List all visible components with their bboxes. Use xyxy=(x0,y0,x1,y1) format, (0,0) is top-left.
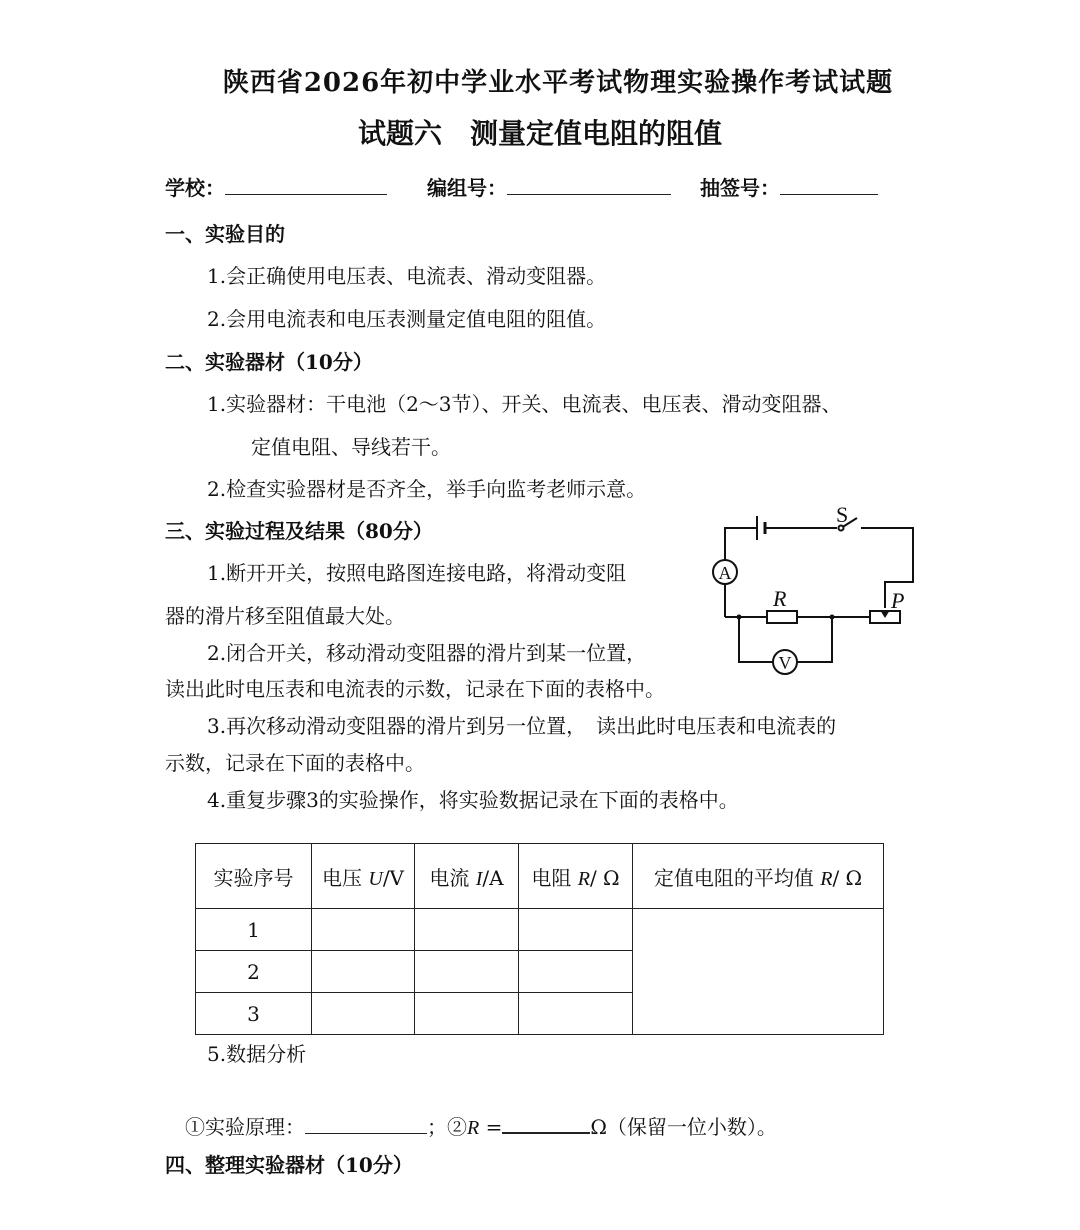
row-number: 3 xyxy=(196,993,312,1035)
voltmeter-label: V xyxy=(778,653,792,673)
resistance-cell[interactable] xyxy=(519,993,633,1035)
header-average-unit: / Ω xyxy=(832,865,863,890)
current-cell[interactable] xyxy=(415,951,519,993)
school-input-line[interactable] xyxy=(225,174,387,195)
header-current-text: 电流 xyxy=(429,865,476,890)
section-2-item-1-line-2: 定值电阻、导线若干。 xyxy=(251,435,451,459)
average-resistance-cell[interactable] xyxy=(633,909,884,1035)
header-voltage xyxy=(312,844,415,909)
section-2-item-1-line-1: 1.实验器材：干电池（2～3节）、开关、电流表、电压表、滑动变阻器、 xyxy=(207,392,842,416)
section-1-heading: 一、实验目的 xyxy=(165,222,285,246)
section-2-item-2: 2.检查实验器材是否齐全，举手向监考老师示意。 xyxy=(207,477,647,501)
r-unit-note: Ω（保留一位小数）。 xyxy=(590,1115,777,1139)
resistor-r xyxy=(767,611,797,623)
section-1-item-2: 2.会用电流表和电压表测量定值电阻的阻值。 xyxy=(207,307,607,331)
group-field xyxy=(427,172,671,201)
wire-top-right xyxy=(861,528,913,608)
wire-voltmeter-right xyxy=(797,617,832,662)
r-equals: = xyxy=(479,1115,503,1139)
section-1-item-1: 1.会正确使用电压表、电流表、滑动变阻器。 xyxy=(207,264,607,288)
step-4: 4.重复步骤3的实验操作，将实验数据记录在下面的表格中。 xyxy=(207,788,739,812)
step-2-line-2: 读出此时电压表和电流表的示数，记录在下面的表格中。 xyxy=(165,677,665,701)
wire-top-left xyxy=(725,528,757,560)
section-3-heading: 三、实验过程及结果（80分） xyxy=(165,519,433,543)
circuit-diagram xyxy=(705,500,925,685)
header-resistance-text: 电阻 xyxy=(531,865,578,890)
r-symbol: R xyxy=(467,1117,480,1139)
section-4-heading: 四、整理实验器材（10分） xyxy=(165,1153,413,1177)
ammeter-label: A xyxy=(718,563,732,583)
school-field xyxy=(165,172,387,201)
school-label: 学校： xyxy=(165,176,225,200)
slider-arrow xyxy=(880,610,890,618)
header-voltage-text: 电压 xyxy=(322,865,369,890)
step-1-line-2: 器的滑片移至阻值最大处。 xyxy=(165,604,405,628)
draw-label: 抽签号： xyxy=(700,176,780,200)
group-label: 编组号： xyxy=(427,176,507,200)
header-current-unit: /A xyxy=(482,865,504,890)
principle-input-line[interactable] xyxy=(305,1113,427,1134)
section-2-heading: 二、实验器材（10分） xyxy=(165,350,373,374)
node-left xyxy=(737,615,742,620)
header-trial-number: 实验序号 xyxy=(196,844,312,909)
principle-label: ①实验原理： xyxy=(185,1115,305,1139)
group-input-line[interactable] xyxy=(507,174,671,195)
step-5: 5.数据分析 xyxy=(207,1042,307,1066)
analysis-separator: ；② xyxy=(427,1115,467,1139)
resistor-label: R xyxy=(773,586,787,611)
analysis-line xyxy=(185,1111,777,1140)
step-1-line-1: 1.断开开关，按照电路图连接电路，将滑动变阻 xyxy=(207,561,627,585)
draw-input-line[interactable] xyxy=(780,174,878,195)
voltage-cell[interactable] xyxy=(312,951,415,993)
header-average-text: 定值电阻的平均值 xyxy=(653,865,821,890)
header-average-symbol: R xyxy=(820,867,833,890)
header-current-symbol: I xyxy=(475,867,483,890)
header-voltage-symbol: U xyxy=(368,867,383,890)
row-number: 2 xyxy=(196,951,312,993)
step-2-line-1: 2.闭合开关，移动滑动变阻器的滑片到某一位置， xyxy=(207,641,647,665)
header-resistance-unit: / Ω xyxy=(589,865,620,890)
draw-field xyxy=(700,172,878,201)
slider-label: P xyxy=(891,588,905,613)
header-resistance-symbol: R xyxy=(577,867,590,890)
switch-label: S xyxy=(836,502,849,527)
page-title: 陕西省2026年初中学业水平考试物理实验操作考试试题 xyxy=(222,68,894,98)
header-voltage-unit: /V xyxy=(382,865,404,890)
node-right xyxy=(830,615,835,620)
row-number: 1 xyxy=(196,909,312,951)
r-value-input-line[interactable] xyxy=(502,1112,590,1134)
resistance-cell[interactable] xyxy=(519,909,633,951)
header-average-resistance xyxy=(633,844,884,909)
header-resistance xyxy=(519,844,633,909)
table-row xyxy=(196,909,884,951)
data-table xyxy=(195,843,884,1035)
page-subtitle: 试题六 测量定值电阻的阻值 xyxy=(357,117,722,150)
current-cell[interactable] xyxy=(415,909,519,951)
step-3-line-2: 示数，记录在下面的表格中。 xyxy=(165,751,425,775)
voltage-cell[interactable] xyxy=(312,993,415,1035)
current-cell[interactable] xyxy=(415,993,519,1035)
resistance-cell[interactable] xyxy=(519,951,633,993)
voltage-cell[interactable] xyxy=(312,909,415,951)
header-current xyxy=(415,844,519,909)
step-3-line-1: 3.再次移动滑动变阻器的滑片到另一位置， 读出此时电压表和电流表的 xyxy=(207,714,837,738)
